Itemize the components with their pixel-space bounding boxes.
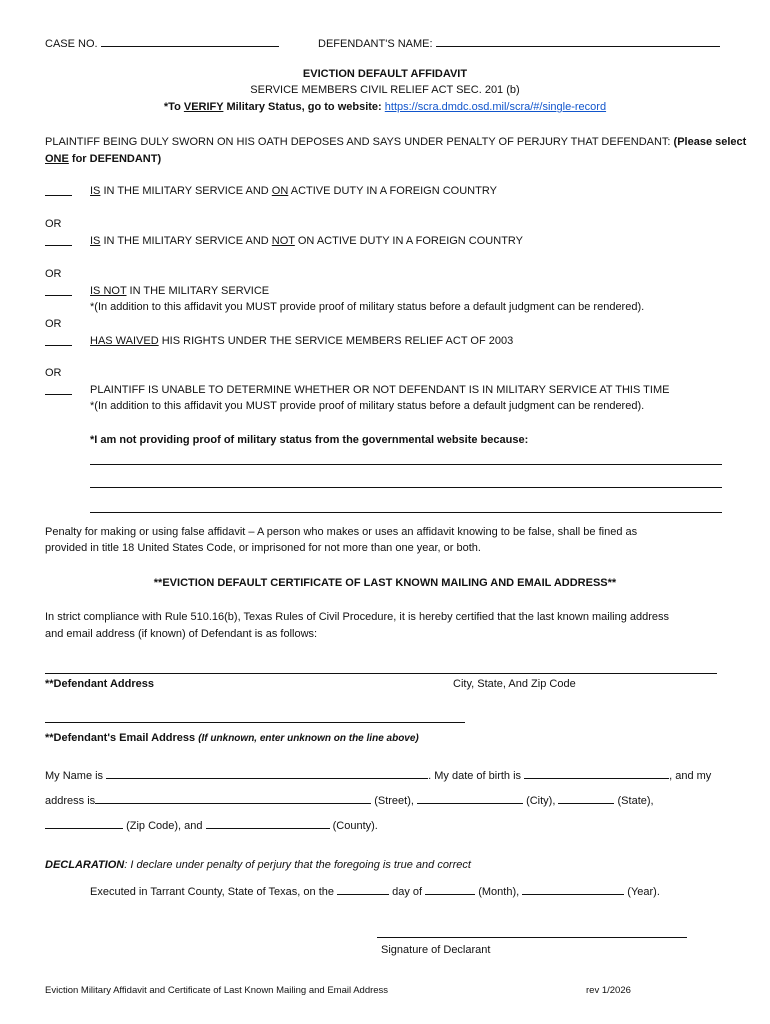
- penalty-line2: provided in title 18 United States Code, or imprisoned for not more than one year, or both.: [45, 542, 481, 554]
- my-name-field[interactable]: [106, 767, 428, 779]
- or-label: OR: [45, 367, 62, 379]
- page-title: EVICTION DEFAULT AFFIDAVIT: [302, 68, 468, 80]
- county-field[interactable]: [206, 817, 330, 829]
- defendant-email-label-row: [45, 731, 419, 746]
- case-no-field[interactable]: [101, 35, 279, 47]
- or-label: OR: [45, 268, 62, 280]
- street-field[interactable]: [95, 792, 371, 804]
- option-3-text: IS NOT IN THE MILITARY SERVICE: [90, 285, 270, 297]
- signature-line[interactable]: [377, 937, 687, 938]
- reason-line-3[interactable]: [90, 512, 722, 513]
- scra-website-link[interactable]: https://scra.dmdc.osd.mil/scra/#/single-record: [384, 101, 607, 113]
- zip-county-row: (Zip Code), and (County).: [45, 817, 378, 833]
- not-providing-heading: *I am not providing proof of military status from the governmental website because:: [90, 434, 529, 446]
- certificate-line1: In strict compliance with Rule 510.16(b), Texas Rules of Civil Procedure, it is hereby certified that the last known mailing address: [45, 611, 670, 623]
- address-row: address is (Street), (City), (State),: [45, 792, 654, 808]
- option-1-text: IS IN THE MILITARY SERVICE AND ON ACTIVE DUTY IN A FOREIGN COUNTRY: [90, 185, 497, 197]
- page-subtitle: SERVICE MEMBERS CIVIL RELIEF ACT SEC. 201 (b): [250, 84, 520, 96]
- or-label: OR: [45, 318, 62, 330]
- option-5-checkline[interactable]: [45, 383, 72, 395]
- option-2-text: IS IN THE MILITARY SERVICE AND NOT ON ACTIVE DUTY IN A FOREIGN COUNTRY: [90, 235, 523, 247]
- option-4-text: HAS WAIVED HIS RIGHTS UNDER THE SERVICE MEMBERS RELIEF ACT OF 2003: [90, 335, 514, 347]
- month-field[interactable]: [425, 883, 475, 895]
- option-4-checkline[interactable]: [45, 334, 72, 346]
- day-field[interactable]: [337, 883, 389, 895]
- certificate-heading: **EVICTION DEFAULT CERTIFICATE OF LAST KNOWN MAILING AND EMAIL ADDRESS**: [153, 577, 617, 589]
- defendant-email-label: **Defendant's Email Address: [45, 732, 199, 744]
- defendant-name-label: DEFENDANT'S NAME:: [318, 38, 433, 50]
- option-1-checkline[interactable]: [45, 184, 72, 196]
- my-name-row: My Name is . My date of birth is , and my: [45, 767, 711, 783]
- option-5-text: PLAINTIFF IS UNABLE TO DETERMINE WHETHER OR NOT DEFENDANT IS IN MILITARY SERVICE AT THIS TIME: [90, 384, 670, 396]
- verify-line: *To VERIFY Military Status, go to website: https://scra.dmdc.osd.mil/scra/#/single-record: [163, 101, 607, 113]
- option-3-note: *(In addition to this affidavit you MUST provide proof of military status before a default judgment can be rendered).: [90, 301, 645, 313]
- intro-line2: ONE for DEFENDANT): [45, 153, 162, 165]
- option-3-checkline[interactable]: [45, 284, 72, 296]
- state-field[interactable]: [558, 792, 614, 804]
- defendant-email-line[interactable]: [45, 722, 465, 723]
- date-of-birth-field[interactable]: [524, 767, 669, 779]
- defendant-name-field[interactable]: [436, 35, 720, 47]
- option-2-checkline[interactable]: [45, 234, 72, 246]
- case-no-row: [45, 35, 279, 51]
- certificate-line2: and email address (if known) of Defendant is as follows:: [45, 628, 318, 640]
- signature-label: Signature of Declarant: [381, 944, 491, 956]
- defendant-address-label: **Defendant Address: [45, 678, 155, 690]
- declaration-label: DECLARATION: [45, 859, 125, 871]
- year-field[interactable]: [522, 883, 624, 895]
- defendant-name-row: [318, 35, 720, 51]
- zip-code-field[interactable]: [45, 817, 123, 829]
- penalty-line1: Penalty for making or using false affidavit – A person who makes or uses an affidavit knowing to be false, shall be fined as: [45, 526, 638, 538]
- defendant-email-note: (If unknown, enter unknown on the line above): [198, 733, 419, 744]
- option-5-note: *(In addition to this affidavit you MUST provide proof of military status before a default judgment can be rendered).: [90, 400, 645, 412]
- or-label: OR: [45, 218, 62, 230]
- footer-title: Eviction Military Affidavit and Certificate of Last Known Mailing and Email Address: [45, 985, 389, 996]
- executed-row: Executed in Tarrant County, State of Texas, on the day of (Month), (Year).: [90, 883, 660, 899]
- reason-line-1[interactable]: [90, 464, 722, 465]
- declaration-row: DECLARATION: I declare under penalty of perjury that the foregoing is true and correct: [45, 859, 471, 871]
- footer-revision: rev 1/2026: [586, 985, 631, 996]
- city-state-zip-label: City, State, And Zip Code: [453, 678, 576, 690]
- defendant-address-line[interactable]: [45, 673, 717, 674]
- reason-line-2[interactable]: [90, 487, 722, 488]
- case-no-label: CASE NO.: [45, 38, 98, 50]
- intro-line1: PLAINTIFF BEING DULY SWORN ON HIS OATH DEPOSES AND SAYS UNDER PENALTY OF PERJURY THAT DEFENDANT: (Please select: [45, 136, 747, 148]
- city-field[interactable]: [417, 792, 523, 804]
